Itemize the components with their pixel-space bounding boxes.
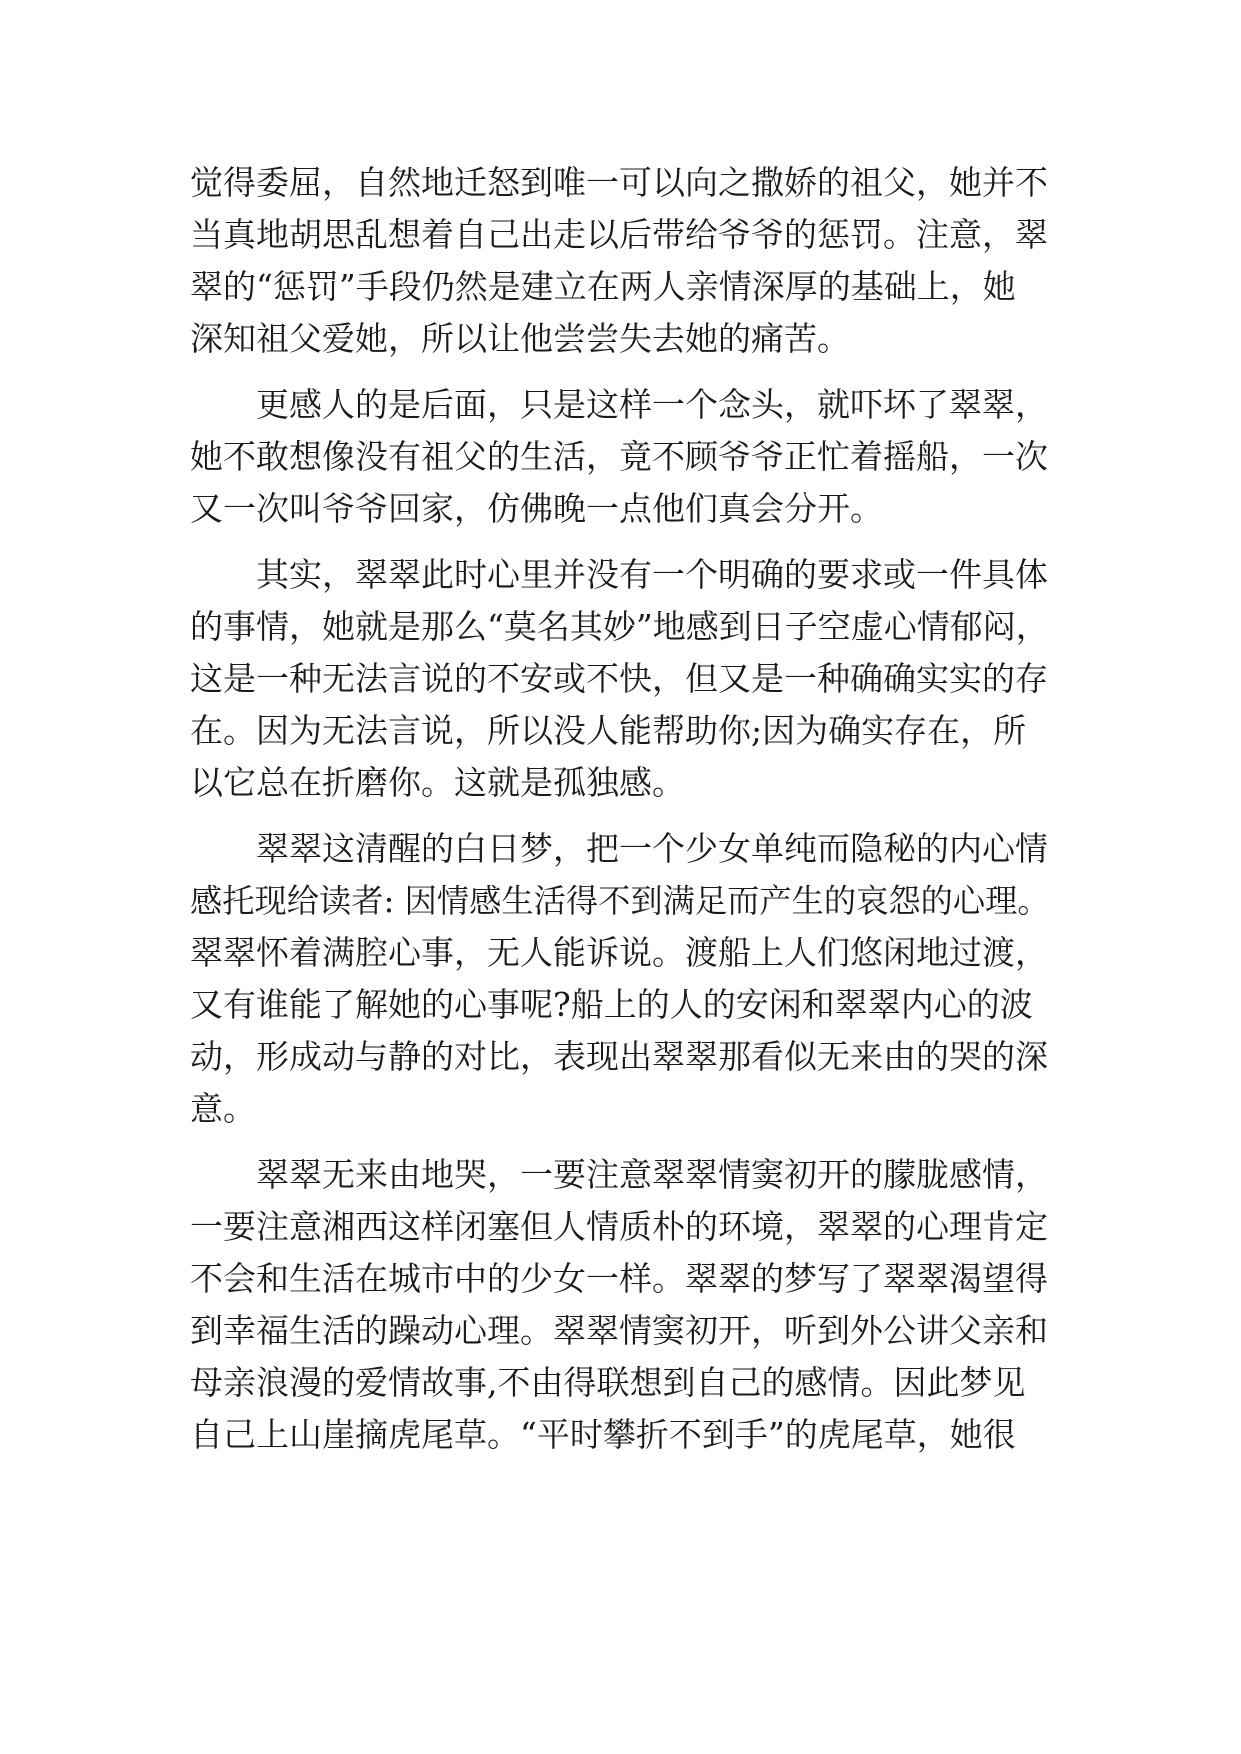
- text-line: 自己上山崖摘虎尾草。“平时攀折不到手”的虎尾草，她很: [190, 1415, 1016, 1454]
- text-line: 母亲浪漫的爱情故事,不由得联想到自己的感情。因此梦见: [190, 1363, 1026, 1402]
- text-line: 这是一种无法言说的不安或不快，但又是一种确确实实的存: [190, 659, 1048, 698]
- body-text: [190, 157, 1050, 1461]
- text-line: 深知祖父爱她，所以让他尝尝失去她的痛苦。: [190, 319, 850, 358]
- text-line: 当真地胡思乱想着自己出走以后带给爷爷的惩罚。注意，翠: [190, 215, 1048, 254]
- paragraph-gap: [190, 1135, 1050, 1149]
- paragraph-gap: [190, 809, 1050, 823]
- text-line: 动，形成动与静的对比，表现出翠翠那看似无来由的哭的深: [190, 1037, 1048, 1076]
- text-line: 感托现给读者: 因情感生活得不到满足而产生的哀怨的心理。: [190, 882, 1050, 920]
- paragraph: [190, 1149, 1050, 1461]
- paragraph-gap: [190, 365, 1050, 379]
- text-line: 一要注意湘西这样闭塞但人情质朴的环境，翠翠的心理肯定: [190, 1207, 1048, 1246]
- paragraph: [190, 823, 1050, 1135]
- text-line: 的事情，她就是那么“莫名其妙”地感到日子空虚心情郁闷，: [190, 607, 1049, 646]
- text-line: 翠的“惩罚”手段仍然是建立在两人亲情深厚的基础上，她: [190, 267, 1016, 306]
- text-line: 不会和生活在城市中的少女一样。翠翠的梦写了翠翠渴望得: [190, 1259, 1048, 1298]
- text-line: 在。因为无法言说，所以没人能帮助你;因为确实存在，所: [190, 711, 1027, 750]
- paragraph: [190, 157, 1050, 365]
- paragraph-gap: [190, 535, 1050, 549]
- text-line: 又一次叫爷爷回家，仿佛晚一点他们真会分开。: [190, 489, 883, 528]
- text-line: 以它总在折磨你。这就是孤独感。: [190, 763, 685, 802]
- paragraph: [190, 549, 1050, 809]
- text-line: 她不敢想像没有祖父的生活，竟不顾爷爷正忙着摇船，一次: [190, 437, 1048, 476]
- text-line: 到幸福生活的躁动心理。翠翠情窦初开，听到外公讲父亲和: [190, 1311, 1048, 1350]
- paragraph: [190, 379, 1050, 535]
- text-line: 翠翠怀着满腔心事，无人能诉说。渡船上人们悠闲地过渡，: [190, 933, 1048, 972]
- text-line: 翠翠这清醒的白日梦，把一个少女单纯而隐秘的内心情: [190, 829, 1048, 868]
- text-line: 更感人的是后面，只是这样一个念头，就吓坏了翠翠，: [190, 385, 1048, 424]
- text-line: 其实，翠翠此时心里并没有一个明确的要求或一件具体: [190, 555, 1048, 594]
- text-line: 意。: [190, 1089, 256, 1128]
- text-line: 觉得委屈，自然地迁怒到唯一可以向之撒娇的祖父，她并不: [190, 163, 1048, 202]
- text-line: 翠翠无来由地哭，一要注意翠翠情窦初开的朦胧感情，: [190, 1155, 1048, 1194]
- text-line: 又有谁能了解她的心事呢?船上的人的安闲和翠翠内心的波: [190, 985, 1033, 1024]
